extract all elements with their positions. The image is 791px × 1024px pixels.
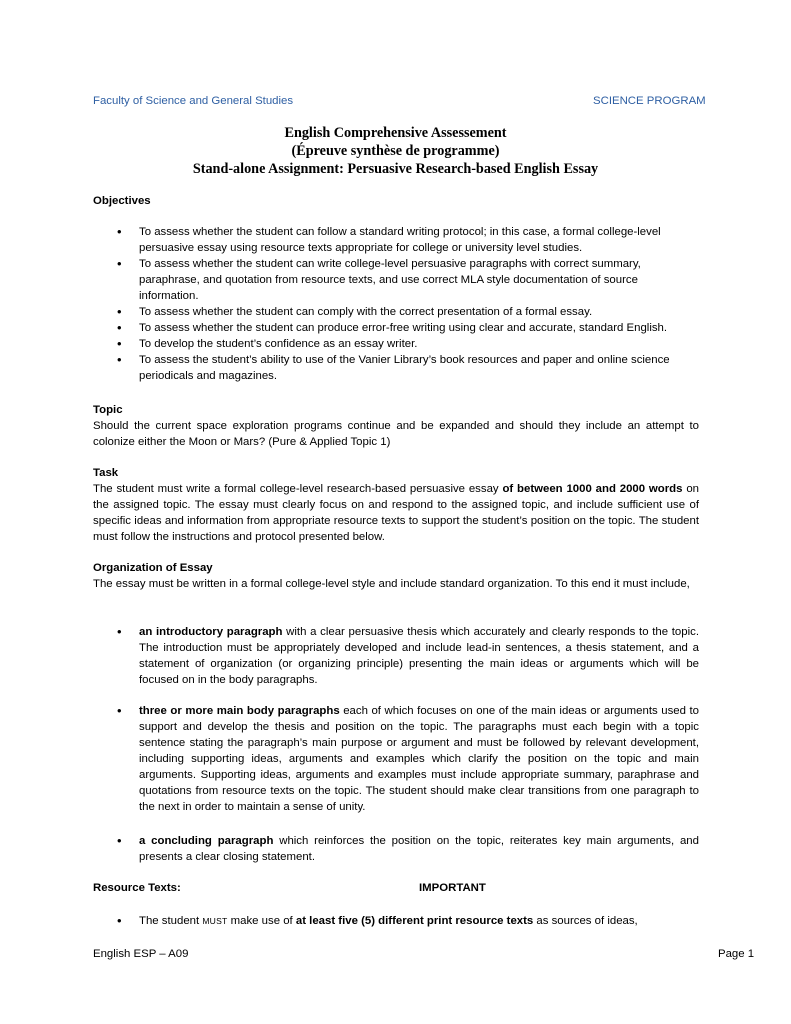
item-text: make use of <box>227 915 296 927</box>
list-item <box>93 913 699 929</box>
list-item <box>93 256 699 304</box>
bullet-icon: • <box>117 224 122 239</box>
list-item <box>93 336 699 352</box>
item-text: each of which focuses on one of the main ideas or arguments used to support and develop the thesis and position on the topic. The paragraphs must each begin with a topic sentence stating the paragraph’s main purpose or argument and must be followed by relevant development, including supporting ideas, arguments and examples which clarify the position on the topic and main arguments. Supporting ideas, arguments and examples must include appropriate summary, paraphrase and quotations from resource texts on the topic. The student should make clear transitions from one paragraph to the next in order to maintain a sense of unity. <box>139 705 699 813</box>
objective-text: To develop the student’s confidence as an essay writer. <box>139 338 418 350</box>
item-label: an introductory paragraph <box>139 626 283 638</box>
task-text-end: on the assigned topic. The essay must clearly focus on and respond to the assigned topic, and include sufficient use of specific ideas and information from appropriate resource texts to support the student’s position on the topic. The student must follow the instructions and protocol presented below. <box>93 483 699 543</box>
objectives-heading: Objectives <box>93 195 151 207</box>
list-item <box>93 224 699 256</box>
assignment-title: Stand-alone Assignment: Persuasive Research-based English Essay <box>192 161 599 177</box>
item-text: The student <box>139 915 203 927</box>
bullet-icon: • <box>117 703 122 718</box>
organization-intro: The essay must be written in a formal college-level style and include standard organization. To this end it must include, <box>93 578 690 590</box>
header-faculty: Faculty of Science and General Studies <box>93 95 294 107</box>
list-item <box>93 352 699 384</box>
document-subtitle: (Épreuve synthèse de programme) <box>291 143 500 159</box>
objective-text: To assess the student’s ability to use of the Vanier Library’s book resources and paper and online science periodicals and magazines. <box>139 354 670 382</box>
topic-text: Should the current space exploration programs continue and be expanded and should they include an attempt to colonize either the Moon or Mars? (Pure & Applied Topic 1) <box>93 420 699 448</box>
topic-heading: Topic <box>93 404 123 416</box>
task-heading: Task <box>93 467 119 479</box>
list-item <box>93 833 699 865</box>
list-item <box>93 703 699 815</box>
list-item <box>93 320 699 336</box>
objectives-list <box>93 224 699 384</box>
resource-count-requirement: at least five (5) different print resource texts <box>295 915 534 927</box>
objective-text: To assess whether the student can write college-level persuasive paragraphs with correct summary, paraphrase, and quotation from resource texts, and use correct MLA style documentation of source information. <box>139 258 641 302</box>
word-count-requirement: of between 1000 and 2000 words <box>502 483 683 495</box>
resources-heading: Resource Texts: <box>93 882 181 894</box>
must-label: MUST <box>202 916 228 926</box>
bullet-icon: • <box>117 352 122 367</box>
bullet-icon: • <box>117 304 122 319</box>
task-text <box>93 481 699 545</box>
organization-item-body <box>93 703 699 815</box>
important-label: IMPORTANT <box>419 882 486 894</box>
item-text: with a clear persuasive thesis which accurately and clearly responds to the topic. The introduction must be appropriately developed and include lead-in sentences, a thesis statement, and a statement of organization (or organizing principle) presenting the main ideas or arguments which will be focused on in the body paragraphs. <box>139 626 699 686</box>
item-text: which reinforces the position on the topic, reiterates key main arguments, and presents a clear closing statement. <box>139 835 699 863</box>
organization-item-conclusion <box>93 833 699 865</box>
objective-text: To assess whether the student can produce error-free writing using clear and accurate, standard English. <box>139 322 668 334</box>
item-label: three or more main body paragraphs <box>139 705 340 717</box>
bullet-icon: • <box>117 256 122 271</box>
bullet-icon: • <box>117 833 122 848</box>
bullet-icon: • <box>117 913 122 928</box>
objective-text: To assess whether the student can comply with the correct presentation of a formal essay. <box>139 306 593 318</box>
objective-text: To assess whether the student can follow a standard writing protocol; in this case, a formal college-level persuasive essay using resource texts appropriate for college or university level studies. <box>139 226 661 254</box>
resources-item <box>93 913 699 929</box>
footer-page-number: Page 1 <box>718 948 755 960</box>
header-program: SCIENCE PROGRAM <box>593 95 706 107</box>
list-item <box>93 304 699 320</box>
item-text: as sources of ideas, <box>533 915 638 927</box>
footer-course-code: English ESP – A09 <box>93 948 189 960</box>
item-label: a concluding paragraph <box>139 835 274 847</box>
organization-heading: Organization of Essay <box>93 562 213 574</box>
bullet-icon: • <box>117 336 122 351</box>
bullet-icon: • <box>117 624 122 639</box>
list-item <box>93 624 699 688</box>
task-text-start: The student must write a formal college-level research-based persuasive essay <box>93 483 503 495</box>
document-title: English Comprehensive Assessement <box>284 125 507 141</box>
bullet-icon: • <box>117 320 122 335</box>
organization-item-intro <box>93 624 699 688</box>
